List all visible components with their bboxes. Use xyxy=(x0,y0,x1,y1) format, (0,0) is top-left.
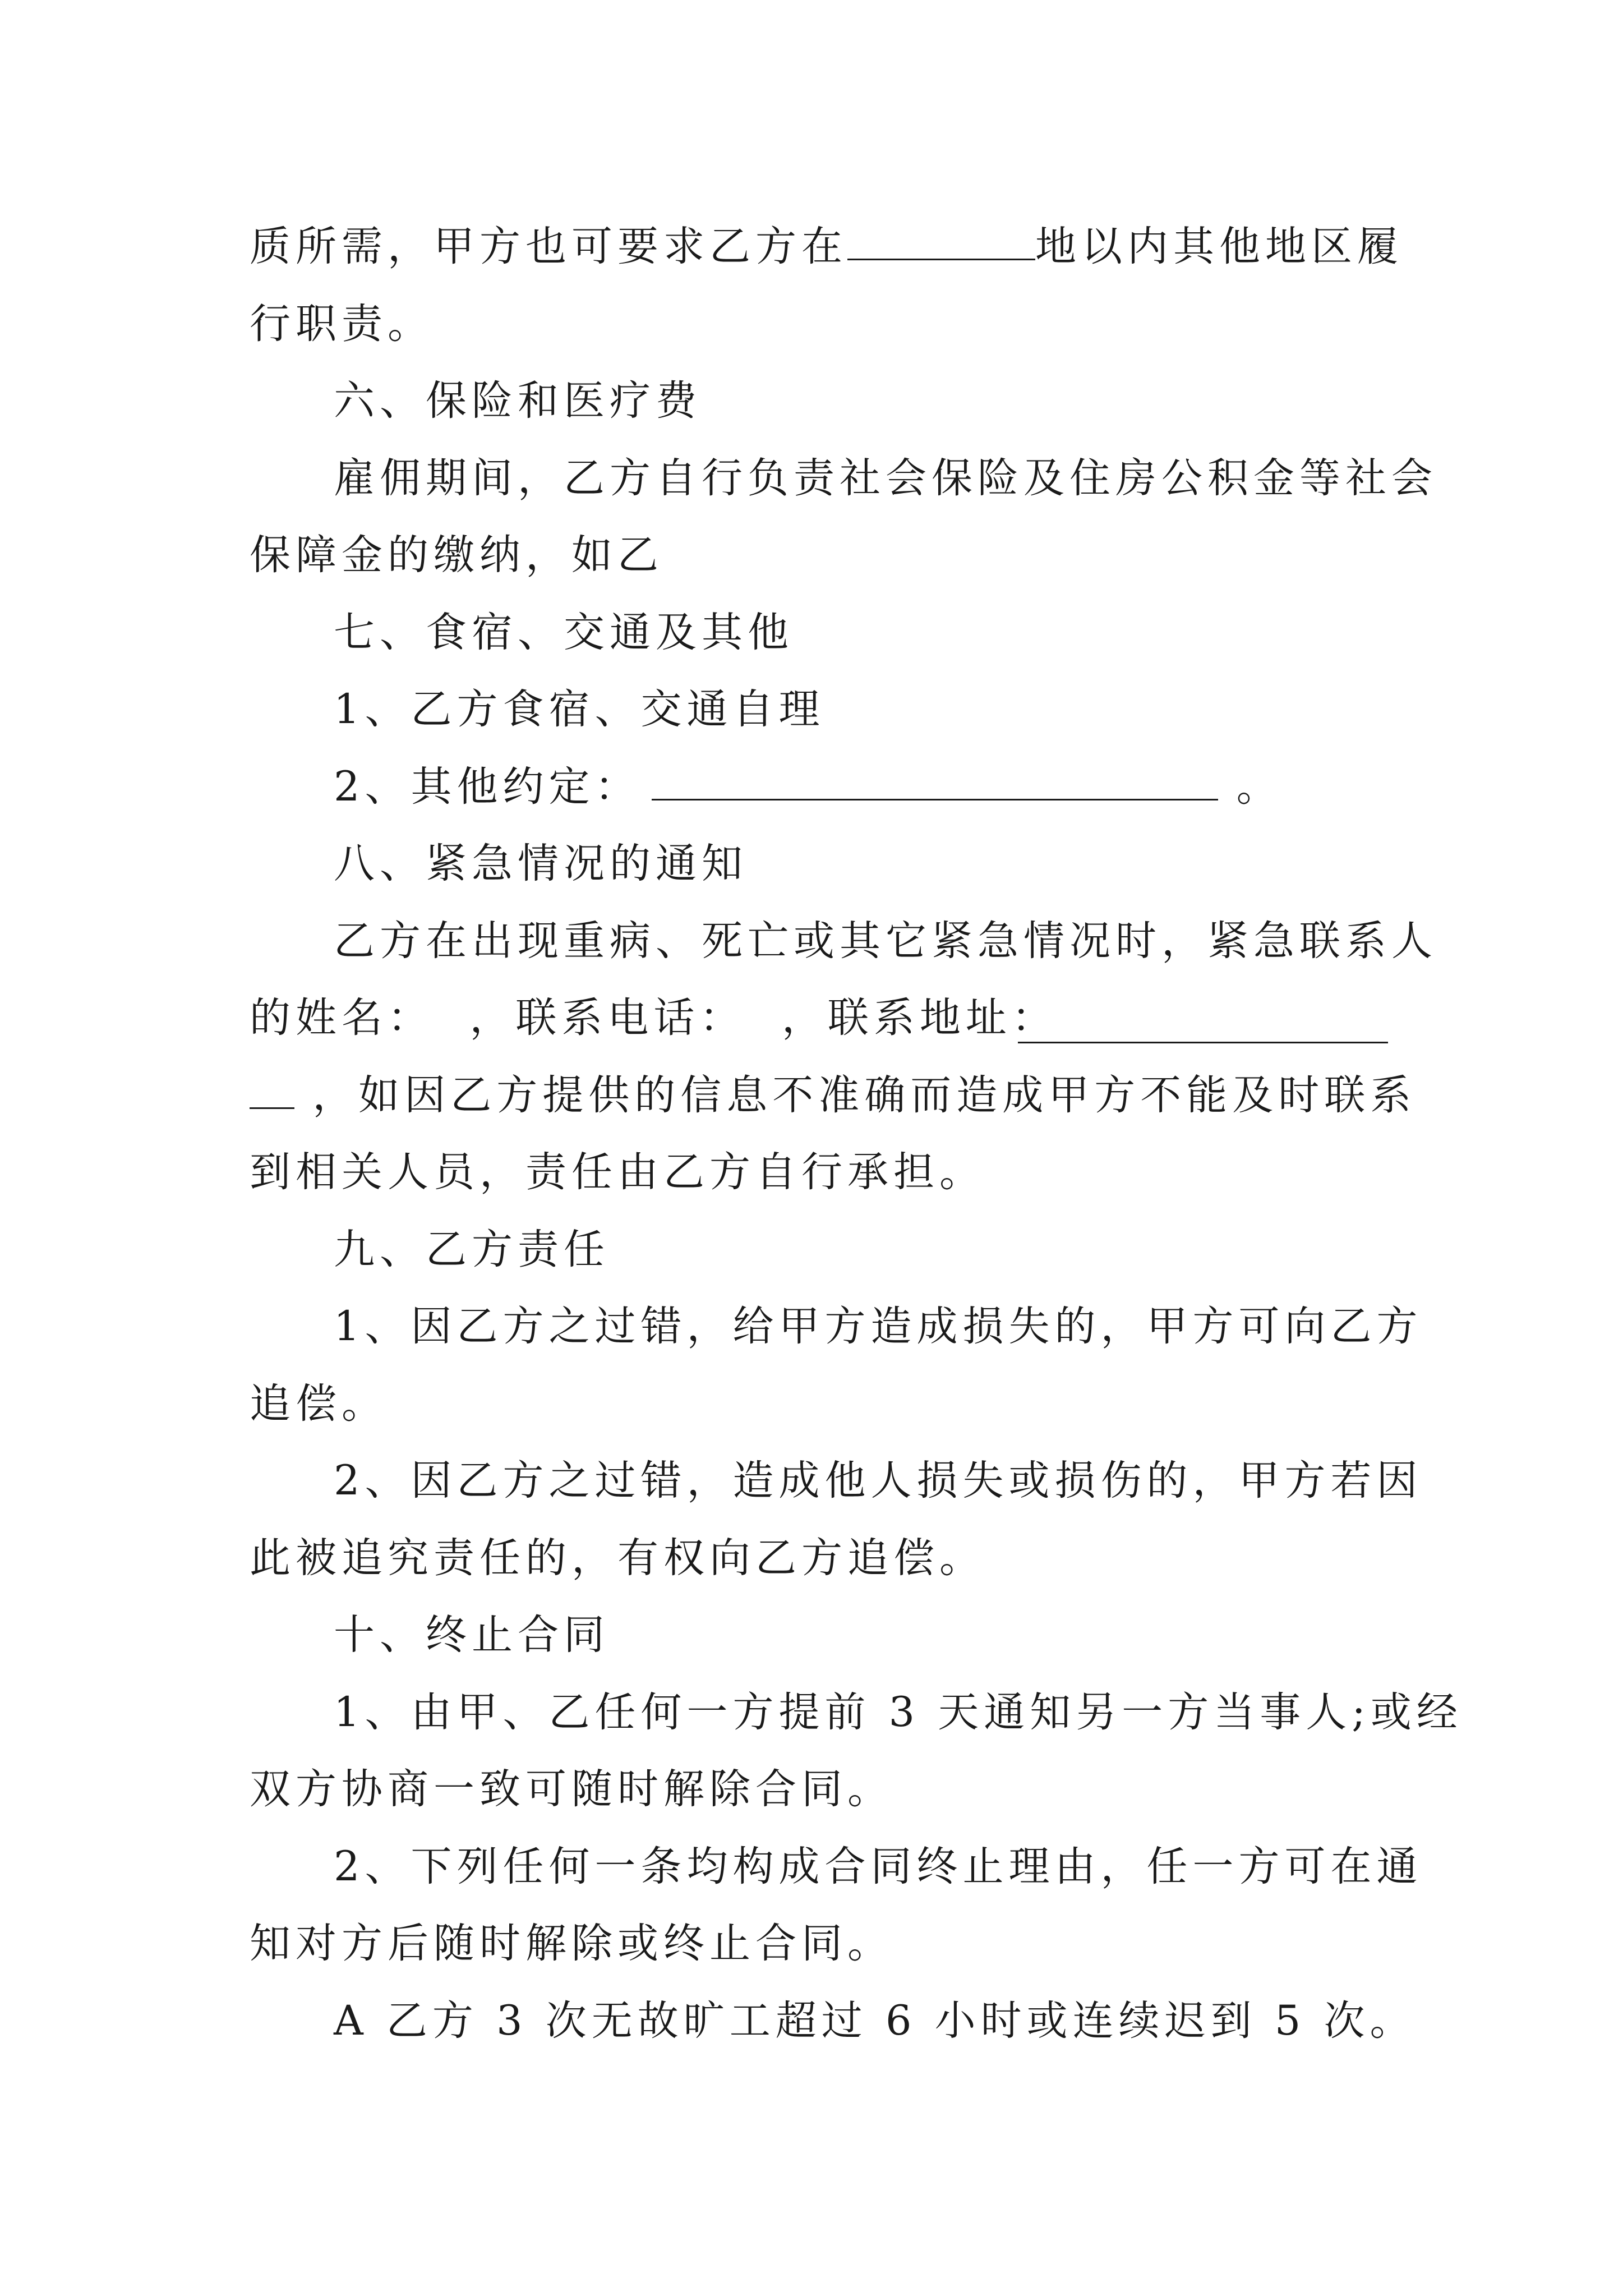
paragraph-line xyxy=(334,759,1283,815)
paragraph-line: A 乙方 3 次无故旷工超过 6 小时或连续迟到 5 次。 xyxy=(334,1997,1416,2045)
paragraph-line xyxy=(250,219,1403,275)
text-segment: 的姓名： ，联系电话： ，联系地址： xyxy=(250,994,1058,1042)
paragraph-line: 到相关人员，责任由乙方自行承担。 xyxy=(250,1148,985,1196)
fill-in-blank xyxy=(1018,1006,1388,1043)
paragraph-line xyxy=(250,1068,1416,1124)
paragraph-line: 双方协商一致可随时解除合同。 xyxy=(250,1765,893,1813)
fill-in-blank xyxy=(250,1071,294,1109)
paragraph-line: 雇佣期间，乙方自行负责社会保险及住房公积金等社会 xyxy=(334,454,1437,502)
paragraph-line: 此被追究责任的，有权向乙方追偿。 xyxy=(250,1534,985,1582)
paragraph-line: 追偿。 xyxy=(250,1380,388,1428)
section-heading: 九、乙方责任 xyxy=(334,1226,610,1273)
section-heading: 十、终止合同 xyxy=(334,1611,610,1659)
section-heading: 六、保险和医疗费 xyxy=(334,377,702,425)
text-segment: 地以内其他地区履 xyxy=(1035,223,1403,270)
paragraph-line: 保障金的缴纳，如乙 xyxy=(250,531,663,579)
text-segment: 。 xyxy=(1218,763,1283,811)
paragraph-line: 1、乙方食宿、交通自理 xyxy=(334,685,825,733)
fill-in-blank xyxy=(652,763,1218,800)
paragraph-line: 1、因乙方之过错，给甲方造成损失的，甲方可向乙方 xyxy=(334,1303,1423,1350)
text-segment: 质所需，甲方也可要求乙方在 xyxy=(250,223,847,270)
paragraph-line xyxy=(250,990,1058,1046)
paragraph-line: 乙方在出现重病、死亡或其它紧急情况时，紧急联系人 xyxy=(334,917,1437,965)
text-segment: ，如因乙方提供的信息不准确而造成甲方不能及时联系 xyxy=(294,1071,1417,1119)
paragraph-line: 2、下列任何一条均构成合同终止理由，任一方可在通 xyxy=(334,1843,1423,1890)
paragraph-line: 2、因乙方之过错，造成他人损失或损伤的，甲方若因 xyxy=(334,1457,1423,1504)
paragraph-line: 1、由甲、乙任何一方提前 3 天通知另一方当事人;或经 xyxy=(334,1688,1463,1736)
document-page xyxy=(250,0,1463,2296)
section-heading: 七、食宿、交通及其他 xyxy=(334,609,794,656)
fill-in-blank xyxy=(847,223,1035,260)
section-heading: 八、紧急情况的通知 xyxy=(334,840,748,887)
paragraph-line: 知对方后随时解除或终止合同。 xyxy=(250,1920,893,1967)
text-segment: 2、其他约定： xyxy=(334,763,641,811)
paragraph-line: 行职责。 xyxy=(250,300,434,348)
